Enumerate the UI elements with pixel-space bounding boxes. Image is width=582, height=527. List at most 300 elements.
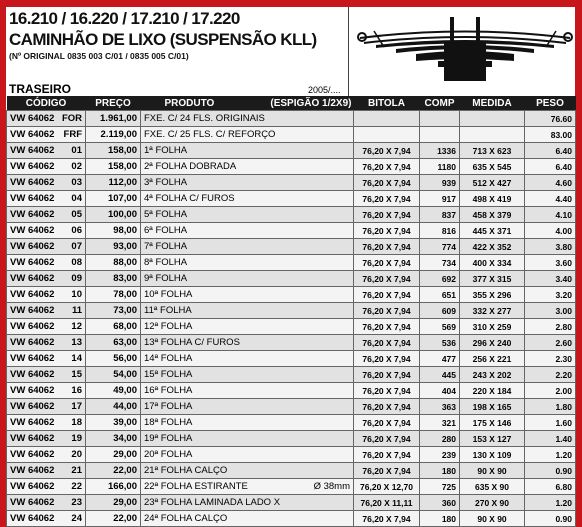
leaf-spring-illustration <box>356 11 574 87</box>
comp-cell: 239 <box>420 447 460 463</box>
product-name: FXE. C/ 24 FLS. ORIGINAIS <box>144 113 265 124</box>
part-code: VW 64062 <box>10 353 55 364</box>
code-cell <box>7 367 86 383</box>
part-suffix: FOR <box>61 113 82 124</box>
product-cell <box>141 447 354 463</box>
product-cell <box>141 479 354 495</box>
part-code: VW 64062 <box>10 305 55 316</box>
part-code: VW 64062 <box>10 113 55 124</box>
peso-cell: 2.20 <box>525 367 576 383</box>
comp-cell: 321 <box>420 415 460 431</box>
code-cell <box>7 335 86 351</box>
part-suffix: 01 <box>71 145 82 156</box>
table-row <box>7 239 576 255</box>
product-name: FXE. C/ 25 FLS. C/ REFORÇO <box>144 129 276 140</box>
bitola-cell: 76,20 X 7,94 <box>354 271 420 287</box>
medida-cell <box>460 111 525 127</box>
table-row <box>7 271 576 287</box>
medida-cell <box>460 127 525 143</box>
medida-cell: 153 X 127 <box>460 431 525 447</box>
part-suffix: 20 <box>71 449 82 460</box>
product-name: 14ª FOLHA <box>144 353 193 364</box>
price-cell: 78,00 <box>86 287 141 303</box>
product-cell <box>141 415 354 431</box>
part-code: VW 64062 <box>10 385 55 396</box>
peso-cell: 0.90 <box>525 463 576 479</box>
price-cell: 22,00 <box>86 511 141 527</box>
code-cell <box>7 399 86 415</box>
product-cell <box>141 143 354 159</box>
bitola-cell: 76,20 X 12,70 <box>354 479 420 495</box>
bitola-cell: 76,20 X 7,94 <box>354 175 420 191</box>
table-header-row <box>7 96 576 111</box>
product-cell <box>141 159 354 175</box>
price-cell: 158,00 <box>86 143 141 159</box>
code-cell <box>7 271 86 287</box>
comp-cell: 445 <box>420 367 460 383</box>
table-row <box>7 287 576 303</box>
section-label: TRASEIRO <box>9 82 72 96</box>
medida-cell: 243 X 202 <box>460 367 525 383</box>
col-produto <box>141 96 354 111</box>
medida-cell: 458 X 379 <box>460 207 525 223</box>
product-name: 7ª FOLHA <box>144 241 188 252</box>
price-cell: 98,00 <box>86 223 141 239</box>
part-suffix: 10 <box>71 289 82 300</box>
bitola-cell: 76,20 X 7,94 <box>354 287 420 303</box>
product-name: 24ª FOLHA CALÇO <box>144 513 228 524</box>
part-code: VW 64062 <box>10 177 55 188</box>
price-cell: 166,00 <box>86 479 141 495</box>
part-code: VW 64062 <box>10 497 55 508</box>
comp-cell: 837 <box>420 207 460 223</box>
medida-cell: 445 X 371 <box>460 223 525 239</box>
table-row <box>7 159 576 175</box>
comp-cell: 536 <box>420 335 460 351</box>
comp-cell: 734 <box>420 255 460 271</box>
medida-cell: 635 X 545 <box>460 159 525 175</box>
part-suffix: FRF <box>63 129 82 140</box>
page-title: CAMINHÃO DE LIXO (SUSPENSÃO KLL) <box>9 30 317 49</box>
bitola-cell: 76,20 X 7,94 <box>354 255 420 271</box>
peso-cell: 76.60 <box>525 111 576 127</box>
part-code: VW 64062 <box>10 193 55 204</box>
product-name: 5ª FOLHA <box>144 209 188 220</box>
peso-cell: 1.40 <box>525 431 576 447</box>
part-suffix: 06 <box>71 225 82 236</box>
code-cell <box>7 287 86 303</box>
part-code: VW 64062 <box>10 225 55 236</box>
medida-cell: 498 X 419 <box>460 191 525 207</box>
medida-cell: 296 X 240 <box>460 335 525 351</box>
bitola-cell <box>354 111 420 127</box>
table-row <box>7 351 576 367</box>
original-numbers: (Nº ORIGINAL 0835 003 C/01 / 0835 005 C/01) <box>9 51 189 61</box>
bitola-cell: 76,20 X 11,11 <box>354 495 420 511</box>
product-cell <box>141 351 354 367</box>
bitola-cell: 76,20 X 7,94 <box>354 191 420 207</box>
medida-cell: 175 X 146 <box>460 415 525 431</box>
col-produto-label: PRODUTO <box>164 97 215 109</box>
part-code: VW 64062 <box>10 449 55 460</box>
bitola-cell: 76,20 X 7,94 <box>354 431 420 447</box>
medida-cell: 198 X 165 <box>460 399 525 415</box>
product-name: 3ª FOLHA <box>144 177 188 188</box>
table-row <box>7 255 576 271</box>
medida-cell: 512 X 427 <box>460 175 525 191</box>
part-code: VW 64062 <box>10 241 55 252</box>
header-divider <box>348 7 349 96</box>
price-cell: 44,00 <box>86 399 141 415</box>
part-suffix: 17 <box>71 401 82 412</box>
part-suffix: 09 <box>71 273 82 284</box>
product-cell <box>141 319 354 335</box>
table-row <box>7 143 576 159</box>
price-cell: 54,00 <box>86 367 141 383</box>
price-cell: 39,00 <box>86 415 141 431</box>
part-suffix: 15 <box>71 369 82 380</box>
price-cell: 22,00 <box>86 463 141 479</box>
part-code: VW 64062 <box>10 321 55 332</box>
code-cell <box>7 319 86 335</box>
table-row <box>7 335 576 351</box>
code-cell <box>7 175 86 191</box>
table-row <box>7 463 576 479</box>
price-cell: 34,00 <box>86 431 141 447</box>
price-cell: 107,00 <box>86 191 141 207</box>
parts-table <box>6 96 576 527</box>
peso-cell: 3.40 <box>525 271 576 287</box>
code-cell <box>7 415 86 431</box>
peso-cell: 3.60 <box>525 255 576 271</box>
part-code: VW 64062 <box>10 465 55 476</box>
bitola-cell: 76,20 X 7,94 <box>354 415 420 431</box>
part-code: VW 64062 <box>10 433 55 444</box>
product-cell <box>141 463 354 479</box>
product-name: 13ª FOLHA C/ FUROS <box>144 337 240 348</box>
product-name: 19ª FOLHA <box>144 433 193 444</box>
table-row <box>7 431 576 447</box>
peso-cell: 6.80 <box>525 479 576 495</box>
comp-cell: 363 <box>420 399 460 415</box>
product-cell <box>141 255 354 271</box>
medida-cell: 635 X 90 <box>460 479 525 495</box>
part-code: VW 64062 <box>10 481 55 492</box>
medida-cell: 422 X 352 <box>460 239 525 255</box>
year-label: 2005/.... <box>308 85 341 95</box>
bitola-cell: 76,20 X 7,94 <box>354 239 420 255</box>
code-cell <box>7 463 86 479</box>
medida-cell: 377 X 315 <box>460 271 525 287</box>
peso-cell: 83.00 <box>525 127 576 143</box>
peso-cell: 4.10 <box>525 207 576 223</box>
medida-cell: 90 X 90 <box>460 511 525 527</box>
price-cell: 158,00 <box>86 159 141 175</box>
price-cell: 73,00 <box>86 303 141 319</box>
price-cell: 68,00 <box>86 319 141 335</box>
product-name: 6ª FOLHA <box>144 225 188 236</box>
product-name: 8ª FOLHA <box>144 257 188 268</box>
part-suffix: 23 <box>71 497 82 508</box>
product-name: 10ª FOLHA <box>144 289 193 300</box>
product-name: 18ª FOLHA <box>144 417 193 428</box>
table-row <box>7 223 576 239</box>
part-suffix: 08 <box>71 257 82 268</box>
bitola-cell: 76,20 X 7,94 <box>354 207 420 223</box>
table-row <box>7 111 576 127</box>
table-row <box>7 127 576 143</box>
col-preco: PREÇO <box>86 96 141 111</box>
part-code: VW 64062 <box>10 513 55 524</box>
comp-cell: 692 <box>420 271 460 287</box>
code-cell <box>7 495 86 511</box>
price-cell: 83,00 <box>86 271 141 287</box>
product-cell <box>141 271 354 287</box>
product-cell <box>141 111 354 127</box>
part-code: VW 64062 <box>10 337 55 348</box>
product-cell <box>141 431 354 447</box>
peso-cell: 2.30 <box>525 351 576 367</box>
part-code: VW 64062 <box>10 401 55 412</box>
part-code: VW 64062 <box>10 289 55 300</box>
product-cell <box>141 399 354 415</box>
bitola-cell: 76,20 X 7,94 <box>354 335 420 351</box>
product-name: 23ª FOLHA LAMINADA LADO X <box>144 497 281 508</box>
product-name: 22ª FOLHA ESTIRANTE <box>144 481 248 492</box>
peso-cell: 1.20 <box>525 447 576 463</box>
peso-cell: 4.40 <box>525 191 576 207</box>
product-cell <box>141 287 354 303</box>
peso-cell: 1.60 <box>525 415 576 431</box>
part-code: VW 64062 <box>10 209 55 220</box>
product-name: 2ª FOLHA DOBRADA <box>144 161 237 172</box>
comp-cell: 280 <box>420 431 460 447</box>
price-cell: 93,00 <box>86 239 141 255</box>
product-name: 1ª FOLHA <box>144 145 188 156</box>
peso-cell: 0.90 <box>525 511 576 527</box>
part-suffix: 07 <box>71 241 82 252</box>
comp-cell: 939 <box>420 175 460 191</box>
medida-cell: 220 X 184 <box>460 383 525 399</box>
code-cell <box>7 383 86 399</box>
comp-cell: 404 <box>420 383 460 399</box>
comp-cell: 1336 <box>420 143 460 159</box>
comp-cell: 569 <box>420 319 460 335</box>
product-cell <box>141 127 354 143</box>
bitola-cell: 76,20 X 7,94 <box>354 351 420 367</box>
code-cell <box>7 223 86 239</box>
medida-cell: 332 X 277 <box>460 303 525 319</box>
comp-cell: 725 <box>420 479 460 495</box>
comp-cell <box>420 111 460 127</box>
product-cell <box>141 239 354 255</box>
code-cell <box>7 255 86 271</box>
bitola-cell: 76,20 X 7,94 <box>354 159 420 175</box>
product-name: 9ª FOLHA <box>144 273 188 284</box>
peso-cell: 2.60 <box>525 335 576 351</box>
peso-cell: 2.80 <box>525 319 576 335</box>
code-cell <box>7 143 86 159</box>
product-name: 17ª FOLHA <box>144 401 193 412</box>
part-suffix: 16 <box>71 385 82 396</box>
code-cell <box>7 351 86 367</box>
table-row <box>7 191 576 207</box>
product-note: Ø 38mm <box>313 481 350 492</box>
part-suffix: 14 <box>71 353 82 364</box>
table-row <box>7 175 576 191</box>
bitola-cell: 76,20 X 7,94 <box>354 367 420 383</box>
part-suffix: 03 <box>71 177 82 188</box>
table-row <box>7 479 576 495</box>
price-cell: 2.119,00 <box>86 127 141 143</box>
price-cell: 112,00 <box>86 175 141 191</box>
code-cell <box>7 111 86 127</box>
part-suffix: 04 <box>71 193 82 204</box>
part-code: VW 64062 <box>10 161 55 172</box>
product-name: 12ª FOLHA <box>144 321 193 332</box>
product-cell <box>141 495 354 511</box>
medida-cell: 270 X 90 <box>460 495 525 511</box>
part-code: VW 64062 <box>10 369 55 380</box>
product-cell <box>141 175 354 191</box>
comp-cell: 609 <box>420 303 460 319</box>
table-row <box>7 511 576 527</box>
col-espigao-label: (ESPIGÃO 1/2X9) <box>270 97 352 109</box>
product-name: 21ª FOLHA CALÇO <box>144 465 228 476</box>
part-code: VW 64062 <box>10 417 55 428</box>
table-row <box>7 207 576 223</box>
peso-cell: 3.00 <box>525 303 576 319</box>
product-cell <box>141 335 354 351</box>
comp-cell: 651 <box>420 287 460 303</box>
part-suffix: 12 <box>71 321 82 332</box>
product-name: 4ª FOLHA C/ FUROS <box>144 193 235 204</box>
code-cell <box>7 447 86 463</box>
comp-cell: 360 <box>420 495 460 511</box>
bitola-cell: 76,20 X 7,94 <box>354 383 420 399</box>
part-suffix: 24 <box>71 513 82 524</box>
comp-cell: 816 <box>420 223 460 239</box>
price-cell: 1.961,00 <box>86 111 141 127</box>
price-cell: 29,00 <box>86 495 141 511</box>
table-row <box>7 415 576 431</box>
price-cell: 88,00 <box>86 255 141 271</box>
comp-cell: 917 <box>420 191 460 207</box>
price-cell: 49,00 <box>86 383 141 399</box>
bitola-cell: 76,20 X 7,94 <box>354 303 420 319</box>
product-cell <box>141 511 354 527</box>
bitola-cell: 76,20 X 7,94 <box>354 399 420 415</box>
table-row <box>7 495 576 511</box>
part-suffix: 18 <box>71 417 82 428</box>
table-row <box>7 319 576 335</box>
bitola-cell: 76,20 X 7,94 <box>354 223 420 239</box>
part-code: VW 64062 <box>10 145 55 156</box>
code-cell <box>7 479 86 495</box>
product-cell <box>141 367 354 383</box>
header-block <box>6 7 348 87</box>
product-cell <box>141 303 354 319</box>
table-row <box>7 383 576 399</box>
bitola-cell: 76,20 X 7,94 <box>354 511 420 527</box>
peso-cell: 4.00 <box>525 223 576 239</box>
col-codigo: CÓDIGO <box>7 96 86 111</box>
peso-cell: 2.00 <box>525 383 576 399</box>
table-row <box>7 303 576 319</box>
part-code: VW 64062 <box>10 257 55 268</box>
catalog-panel <box>6 7 575 524</box>
part-suffix: 21 <box>71 465 82 476</box>
product-cell <box>141 207 354 223</box>
bitola-cell: 76,20 X 7,94 <box>354 463 420 479</box>
medida-cell: 256 X 221 <box>460 351 525 367</box>
price-cell: 63,00 <box>86 335 141 351</box>
peso-cell: 3.80 <box>525 239 576 255</box>
medida-cell: 90 X 90 <box>460 463 525 479</box>
col-bitola: BITOLA <box>354 96 420 111</box>
code-cell <box>7 191 86 207</box>
code-cell <box>7 207 86 223</box>
col-medida: MEDIDA <box>460 96 525 111</box>
code-cell <box>7 303 86 319</box>
medida-cell: 130 X 109 <box>460 447 525 463</box>
col-peso: PESO <box>525 96 576 111</box>
price-cell: 56,00 <box>86 351 141 367</box>
part-suffix: 13 <box>71 337 82 348</box>
peso-cell: 6.40 <box>525 159 576 175</box>
part-code: VW 64062 <box>10 129 55 140</box>
part-suffix: 22 <box>71 481 82 492</box>
product-name: 11ª FOLHA <box>144 305 192 316</box>
bitola-cell: 76,20 X 7,94 <box>354 447 420 463</box>
comp-cell: 180 <box>420 511 460 527</box>
price-cell: 29,00 <box>86 447 141 463</box>
part-suffix: 11 <box>71 305 82 316</box>
table-row <box>7 367 576 383</box>
product-name: 20ª FOLHA <box>144 449 193 460</box>
vehicle-models: 16.210 / 16.220 / 17.210 / 17.220 <box>9 9 240 28</box>
bitola-cell: 76,20 X 7,94 <box>354 143 420 159</box>
code-cell <box>7 159 86 175</box>
medida-cell: 713 X 623 <box>460 143 525 159</box>
table-row <box>7 447 576 463</box>
peso-cell: 3.20 <box>525 287 576 303</box>
comp-cell: 774 <box>420 239 460 255</box>
product-cell <box>141 383 354 399</box>
comp-cell: 180 <box>420 463 460 479</box>
medida-cell: 310 X 259 <box>460 319 525 335</box>
code-cell <box>7 431 86 447</box>
comp-cell: 477 <box>420 351 460 367</box>
part-code: VW 64062 <box>10 273 55 284</box>
peso-cell: 4.60 <box>525 175 576 191</box>
bitola-cell <box>354 127 420 143</box>
peso-cell: 6.40 <box>525 143 576 159</box>
product-cell <box>141 223 354 239</box>
code-cell <box>7 127 86 143</box>
table-row <box>7 399 576 415</box>
product-name: 15ª FOLHA <box>144 369 193 380</box>
medida-cell: 400 X 334 <box>460 255 525 271</box>
part-suffix: 02 <box>71 161 82 172</box>
comp-cell: 1180 <box>420 159 460 175</box>
part-suffix: 05 <box>71 209 82 220</box>
product-name: 16ª FOLHA <box>144 385 193 396</box>
part-suffix: 19 <box>71 433 82 444</box>
code-cell <box>7 511 86 527</box>
product-cell <box>141 191 354 207</box>
medida-cell: 355 X 296 <box>460 287 525 303</box>
